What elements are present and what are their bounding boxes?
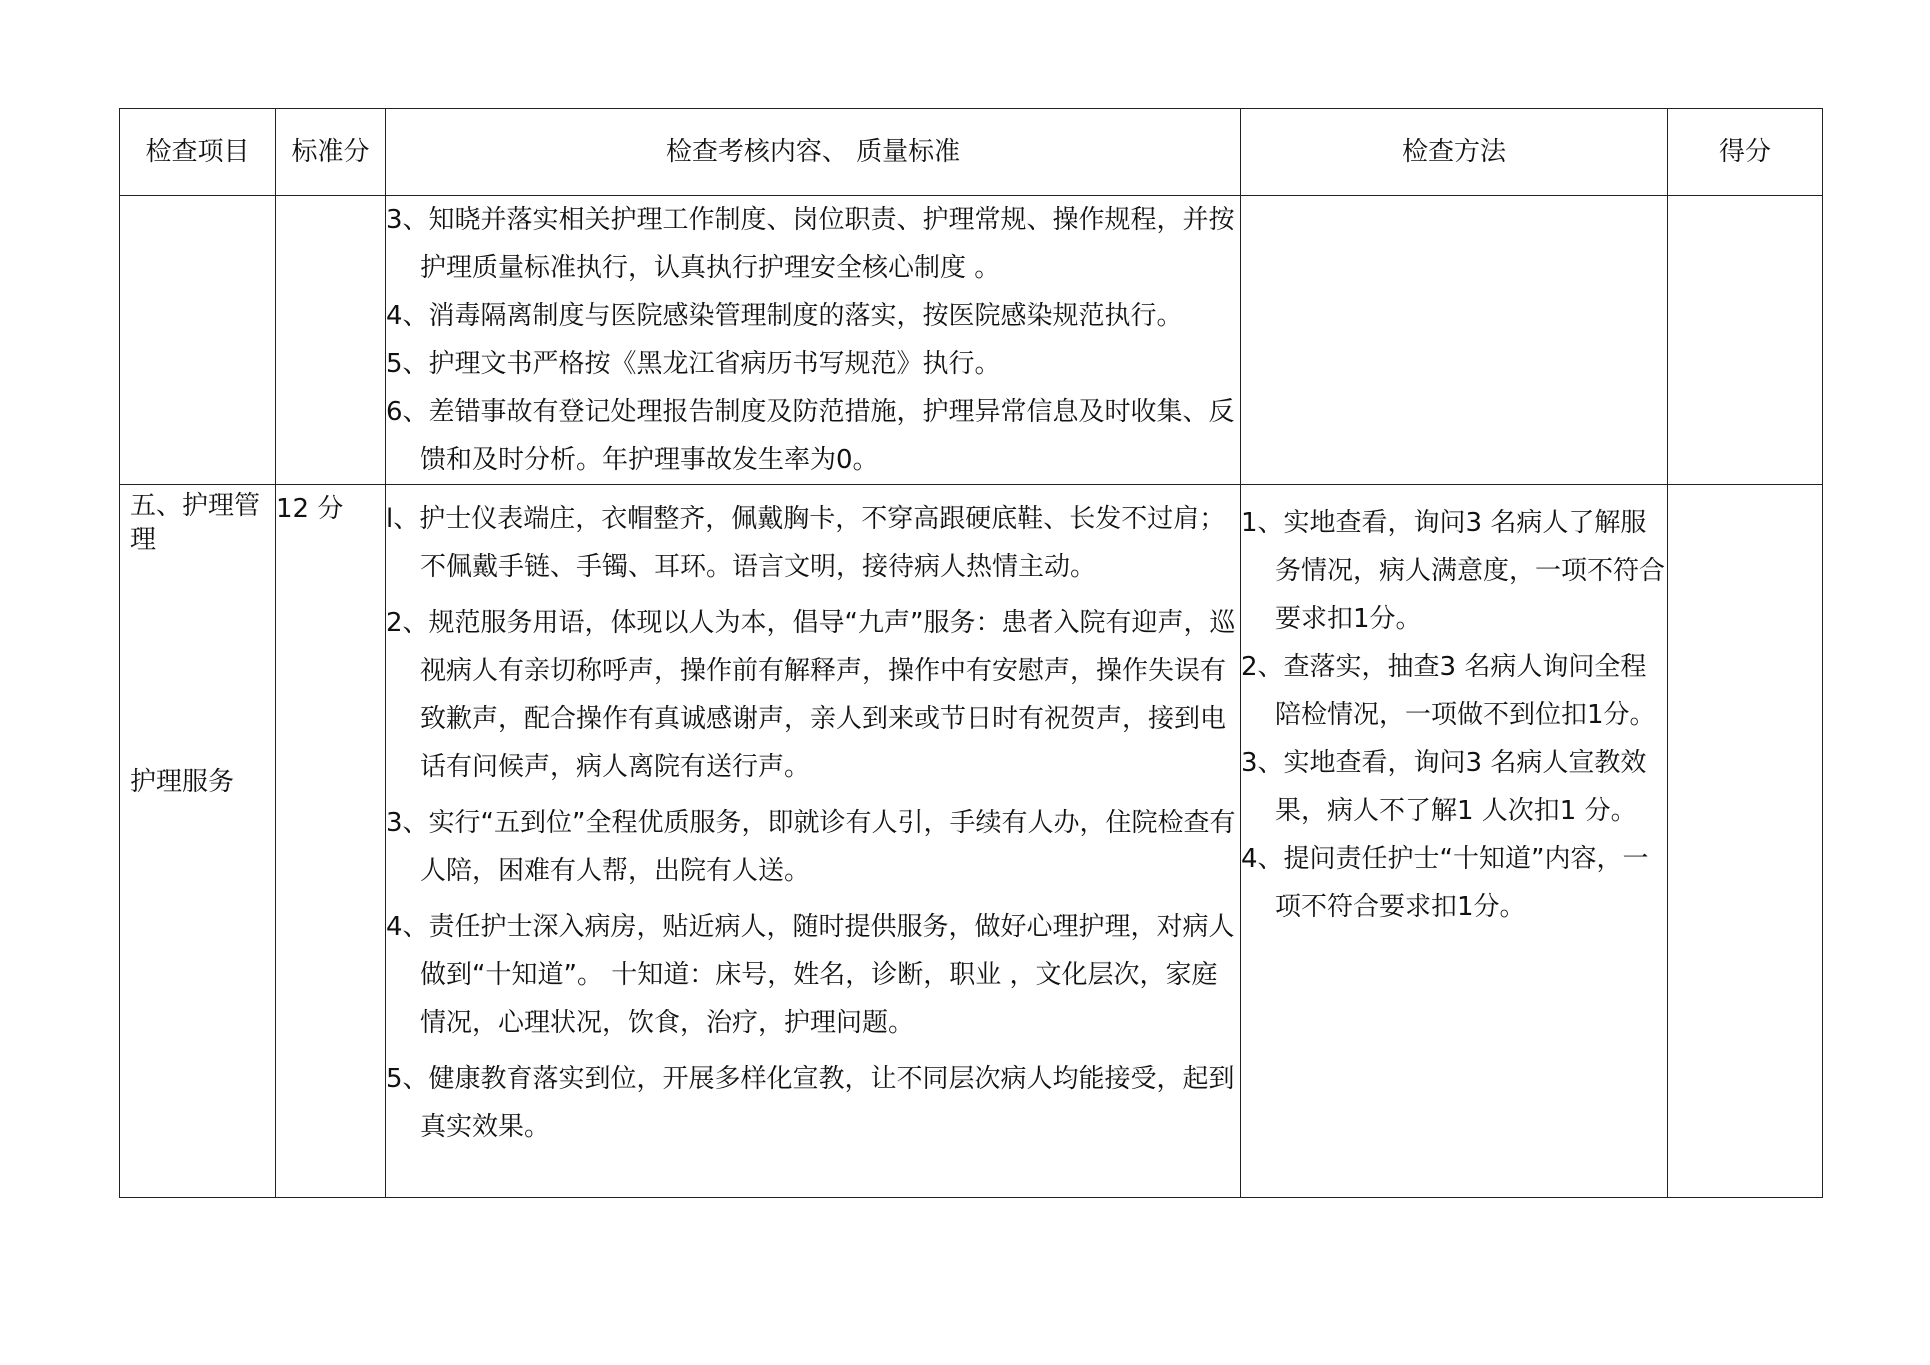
content-cell — [386, 196, 1241, 485]
table-row — [120, 196, 1823, 485]
method-cell — [1241, 196, 1668, 485]
method-cell — [1241, 485, 1668, 1198]
item-cell — [120, 196, 276, 485]
method-item: 3、实地查看，询问3 名病人宣教效果，病人不了解1 人次扣1 分。 — [1241, 748, 1647, 826]
header-score: 标准分 — [276, 109, 386, 196]
header-item: 检查项目 — [120, 109, 276, 196]
item-subtitle: 护理服务 — [130, 767, 235, 797]
content-item: 4、责任护士深入病房，贴近病人，随时提供服务，做好心理护理，对病人做到“十知道”。 十知道：床号，姓名，诊断，职业 ，文化层次，家庭情况，心理状况，饮食，治疗，护理问题。 — [386, 912, 1235, 1038]
score-cell — [276, 196, 386, 485]
item-cell — [120, 485, 276, 1198]
header-method: 检查方法 — [1241, 109, 1668, 196]
score-cell: 12 分 — [276, 485, 386, 1198]
content-cell — [386, 485, 1241, 1198]
content-item: 2、规范服务用语，体现以人为本，倡导“九声”服务：患者入院有迎声，巡视病人有亲切称呼声，操作前有解释声，操作中有安慰声，操作失误有致歉声，配合操作有真诚感谢声，亲人到来或节日时有祝贺声，接到电话有问候声，病人离院有送行声。 — [386, 608, 1236, 782]
method-item: 4、提问责任护士“十知道”内容，一项不符合要求扣1分。 — [1241, 844, 1649, 922]
item-title: 五、护理管理 — [130, 491, 261, 555]
content-item: 6、差错事故有登记处理报告制度及防范措施，护理异常信息及时收集、反馈和及时分析。年护理事故发生率为0。 — [386, 397, 1235, 475]
content-item: 5、护理文书严格按《黑龙江省病历书写规范》执行。 — [386, 349, 1001, 379]
method-item: 2、查落实，抽查3 名病人询问全程陪检情况，一项做不到位扣1分。 — [1241, 652, 1656, 730]
header-row — [120, 109, 1823, 196]
method-item: 1、实地查看，询问3 名病人了解服务情况，病人满意度，一项不符合要求扣1分。 — [1241, 508, 1666, 634]
header-result: 得分 — [1668, 109, 1823, 196]
inspection-table — [119, 108, 1823, 1198]
content-item: 4、消毒隔离制度与医院感染管理制度的落实，按医院感染规范执行。 — [386, 301, 1183, 331]
result-cell — [1668, 196, 1823, 485]
table-row — [120, 485, 1823, 1198]
content-item: 3、实行“五到位”全程优质服务，即就诊有人引，手续有人办，住院检查有人陪，困难有人帮，出院有人送。 — [386, 808, 1236, 886]
result-cell — [1668, 485, 1823, 1198]
content-item: l、护士仪表端庄，衣帽整齐，佩戴胸卡，不穿高跟硬底鞋、长发不过肩；不佩戴手链、手镯、耳环。语言文明，接待病人热情主动。 — [386, 504, 1226, 582]
content-item: 5、健康教育落实到位，开展多样化宣教，让不同层次病人均能接受，起到真实效果。 — [386, 1064, 1235, 1142]
header-content: 检查考核内容、 质量标准 — [386, 109, 1241, 196]
content-item: 3、知晓并落实相关护理工作制度、岗位职责、护理常规、操作规程，并按护理质量标准执行，认真执行护理安全核心制度 。 — [386, 205, 1235, 283]
